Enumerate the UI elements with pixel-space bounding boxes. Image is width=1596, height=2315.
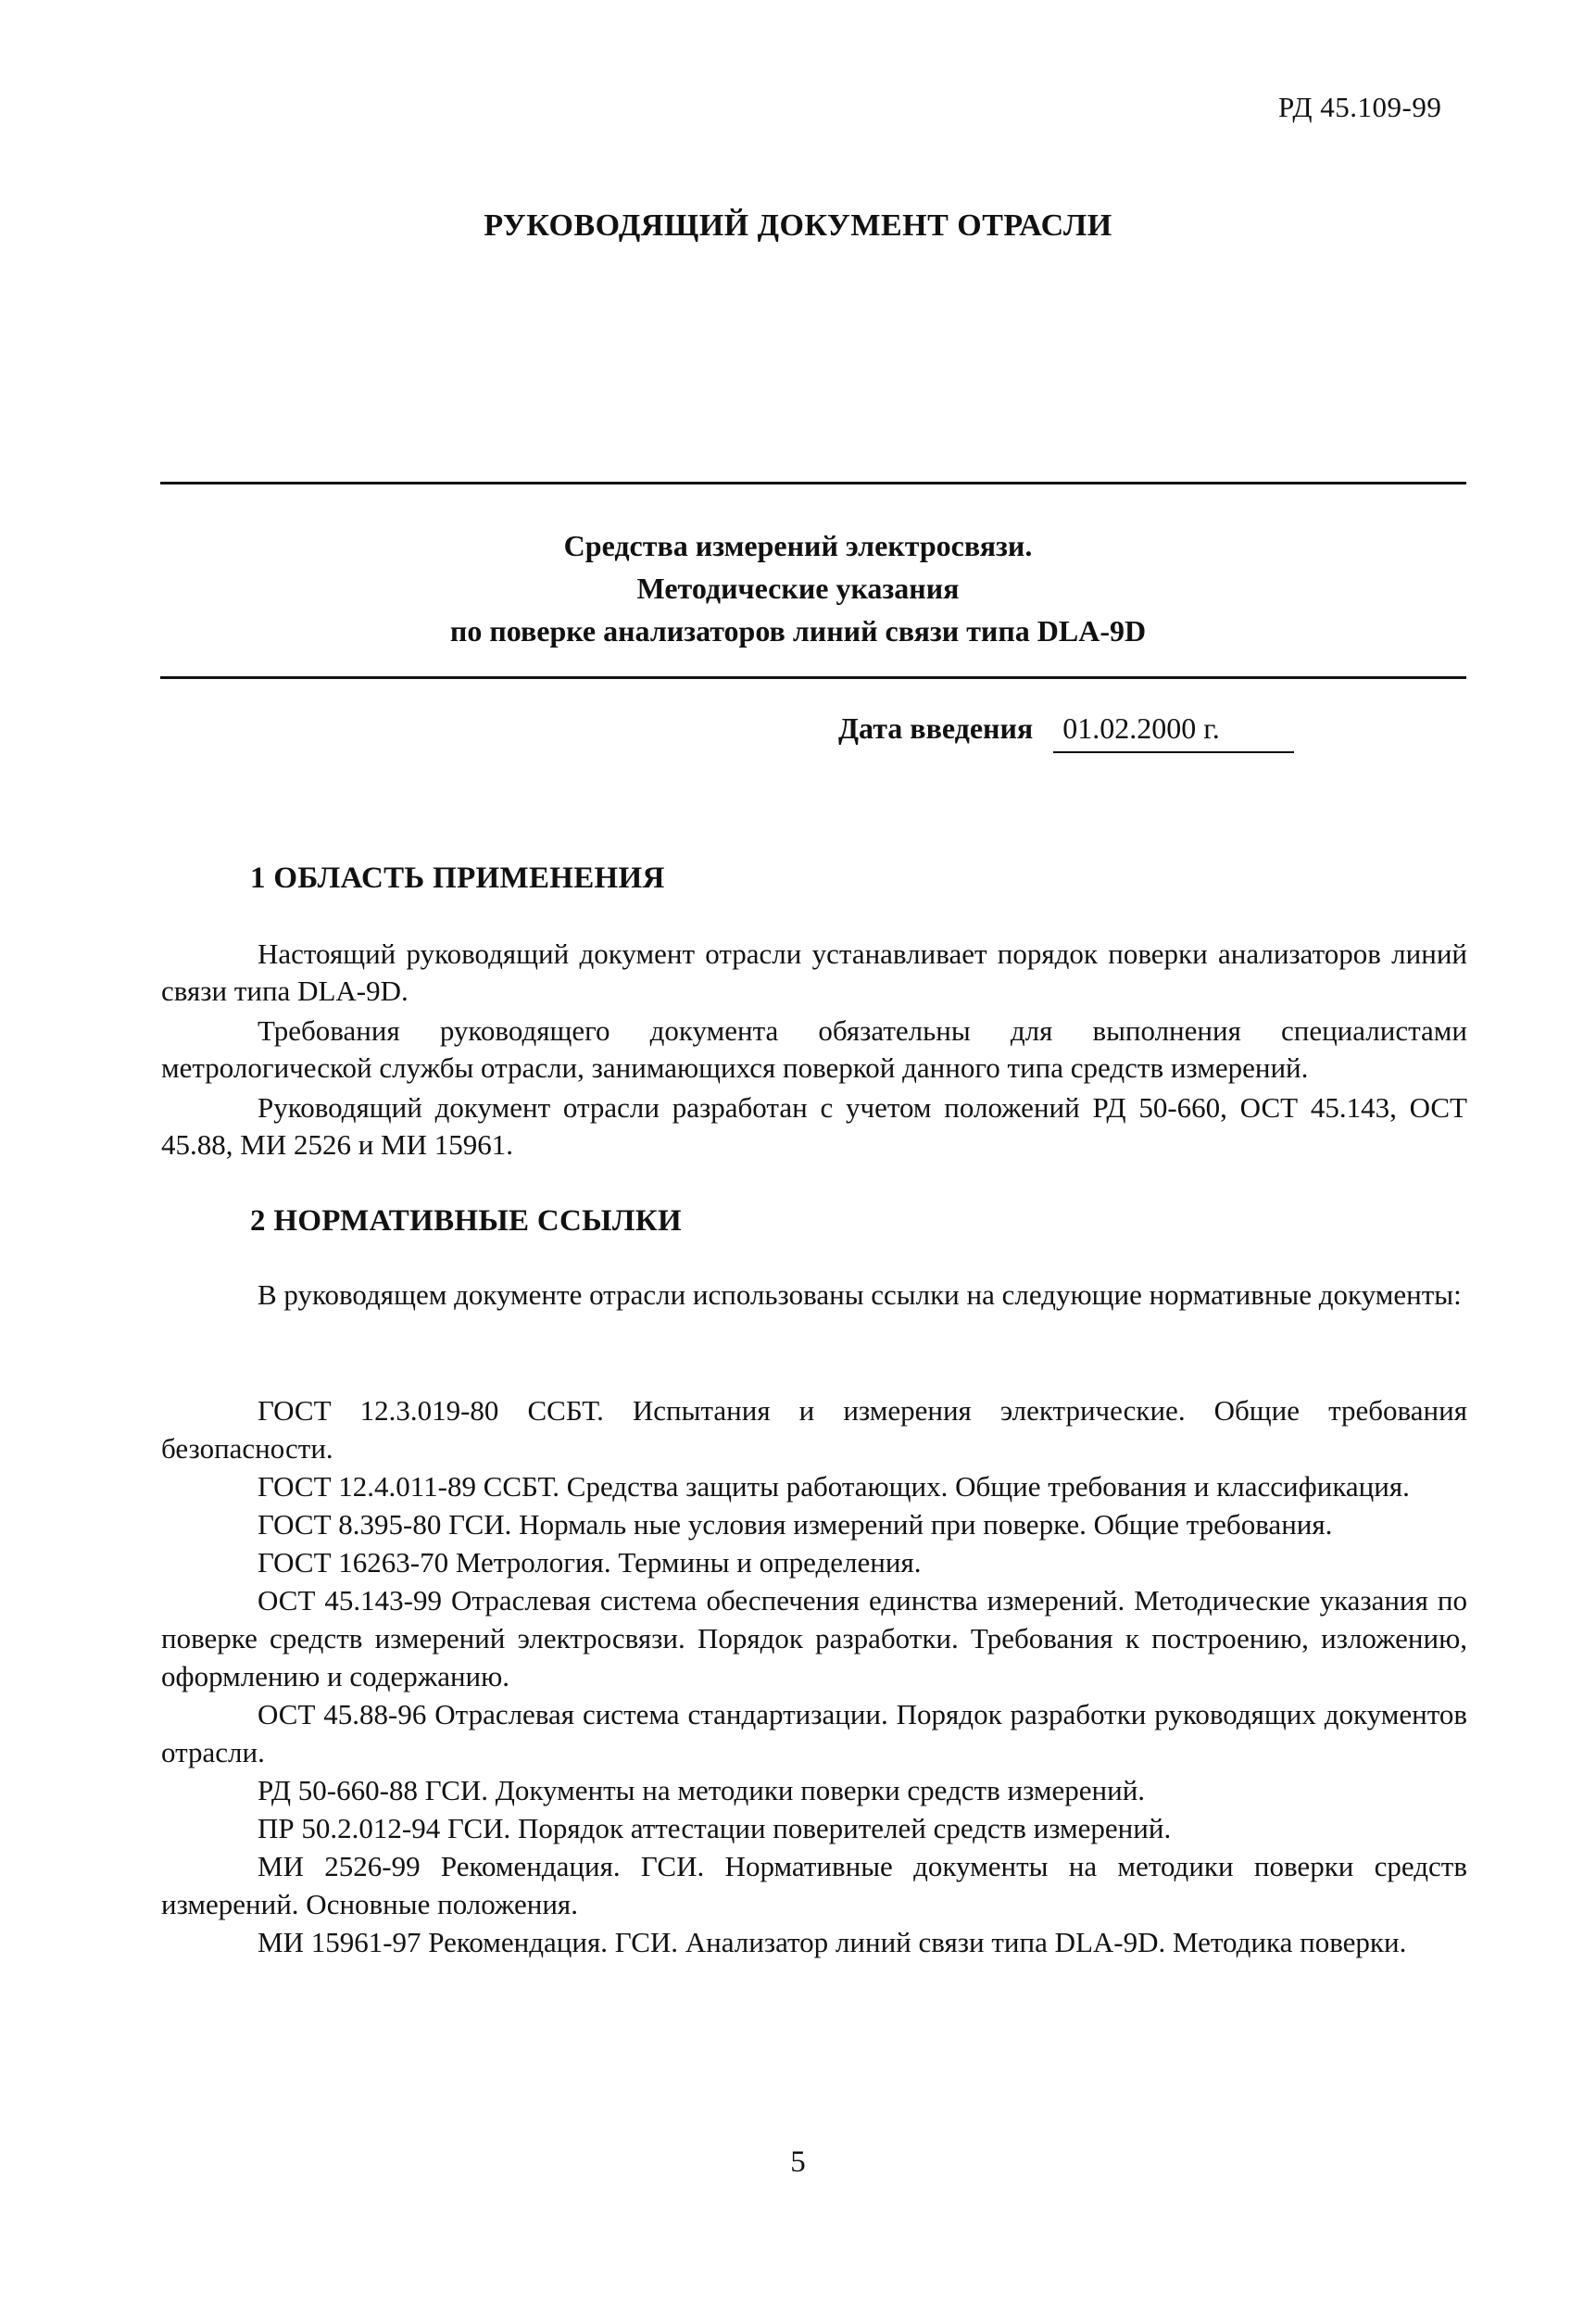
section-1-title: 1 ОБЛАСТЬ ПРИМЕНЕНИЯ [250, 862, 665, 895]
document-code: РД 45.109-99 [1278, 91, 1442, 123]
section-2-title: 2 НОРМАТИВНЫЕ ССЫЛКИ [250, 1204, 682, 1238]
date-value: 01.02.2000 г. [1053, 711, 1294, 753]
reference-item: МИ 2526-99 Рекомендация. ГСИ. Нормативные документы на методики поверки средств измерений. Основные положения. [161, 1850, 1467, 1920]
document-subject [0, 524, 1596, 652]
date-label: Дата введения [838, 711, 1034, 745]
reference-item: ГОСТ 8.395-80 ГСИ. Нормаль ные условия измерений при поверке. Общие требования. [258, 1508, 1333, 1541]
reference-item: ГОСТ 16263-70 Метрология. Термины и определения. [258, 1546, 922, 1579]
reference-item: ОСТ 45.88-96 Отраслевая система стандартизации. Порядок разработки руководящих документов отрасли. [161, 1698, 1467, 1768]
subject-line: по поверке анализаторов линий связи типа DLA-9D [449, 614, 1147, 648]
section-1-paragraph: Требования руководящего документа обязательны для выполнения специалистами метрологической службы отрасли, занимающихся поверкой данного типа средств измерений. [161, 1014, 1467, 1084]
subject-line: Методические указания [636, 572, 960, 605]
reference-item: ОСТ 45.143-99 Отраслевая система обеспечения единства измерений. Методические указания по поверке средств измерений электросвязи. Порядок разработки. Требования к построению, изложению, оформлению и содержанию. [161, 1584, 1467, 1692]
top-rule [160, 482, 1466, 484]
header-title: РУКОВОДЯЩИЙ ДОКУМЕНТ ОТРАСЛИ [484, 208, 1112, 243]
reference-item: ГОСТ 12.3.019-80 ССБТ. Испытания и измерения электрические. Общие требования безопасности. [161, 1394, 1467, 1465]
reference-item: МИ 15961-97 Рекомендация. ГСИ. Анализатор линий связи типа DLA-9D. Методика поверки. [258, 1926, 1407, 1958]
reference-item: РД 50-660-88 ГСИ. Документы на методики поверки средств измерений. [258, 1774, 1146, 1806]
bottom-rule [160, 676, 1466, 679]
section-1-paragraph: Руководящий документ отрасли разработан с учетом положений РД 50-660, ОСТ 45.143, ОСТ 45.88, МИ 2526 и МИ 15961. [161, 1091, 1467, 1161]
references-list [161, 1391, 1467, 1961]
section-1-paragraph: Настоящий руководящий документ отрасли устанавливает порядок поверки анализаторов линий связи типа DLA-9D. [161, 937, 1467, 1007]
subject-line: Средства измерений электросвязи. [563, 529, 1033, 562]
page-number: 5 [790, 2145, 806, 2179]
reference-item: ГОСТ 12.4.011-89 ССБТ. Средства защиты работающих. Общие требования и классификация. [258, 1470, 1410, 1503]
effective-date [838, 711, 1294, 753]
reference-item: ПР 50.2.012-94 ГСИ. Порядок аттестации поверителей средств измерений. [258, 1812, 1172, 1844]
section-2-intro: В руководящем документе отрасли использованы ссылки на следующие нормативные документы: [258, 1278, 1462, 1311]
